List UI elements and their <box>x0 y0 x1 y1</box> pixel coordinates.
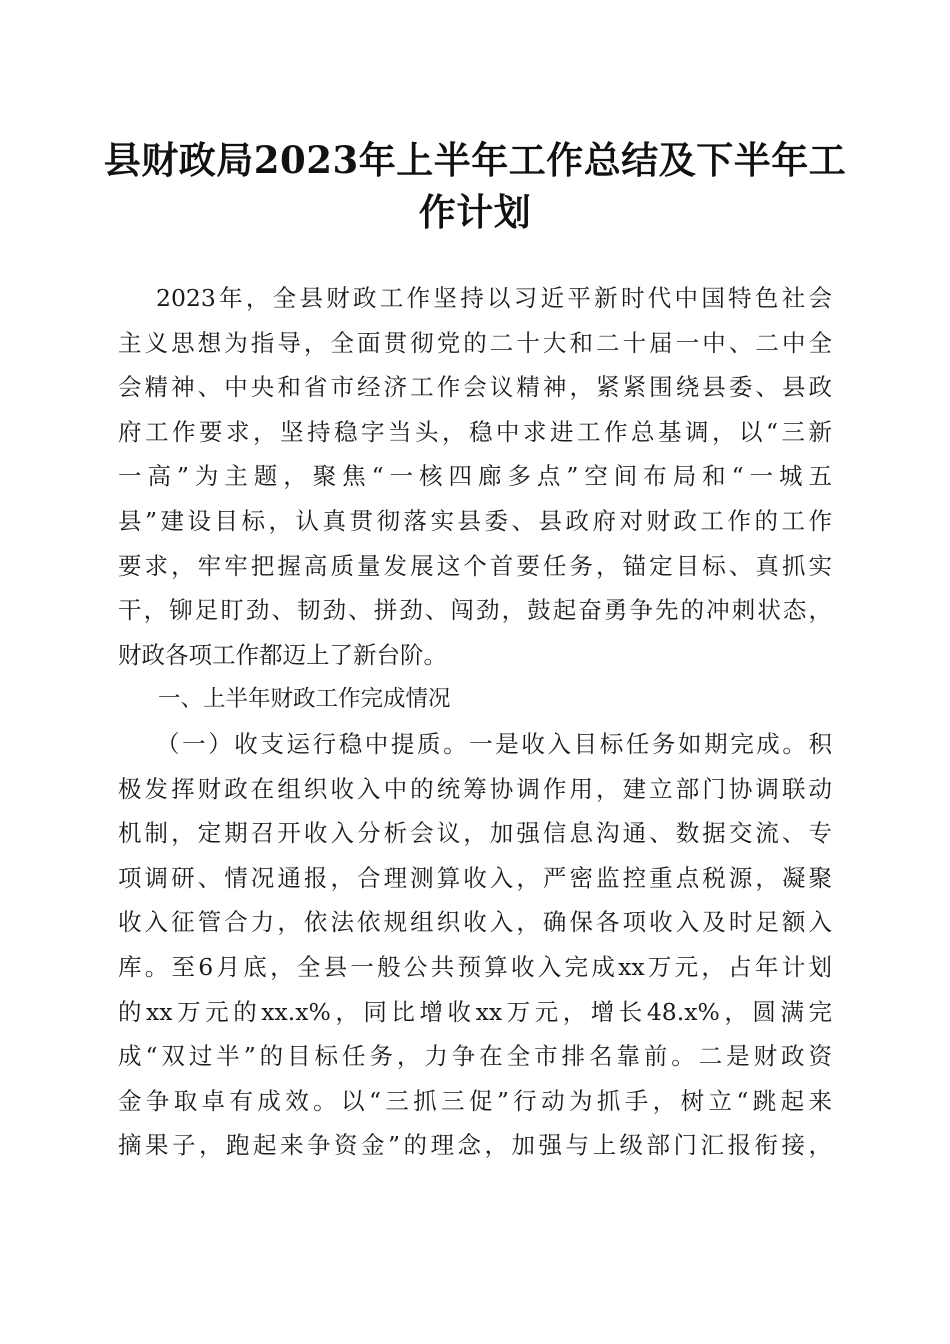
intro-line: 主义思想为指导，全面贯彻党的二十大和二十届一中、二中全 <box>118 328 832 357</box>
section-line: （一）收支运行稳中提质。一是收入目标任务如期完成。积 <box>156 729 832 758</box>
document-body <box>118 276 832 1168</box>
intro-line: 一高”为主题，聚焦“一核四廊多点”空间布局和“一城五 <box>118 462 832 491</box>
section-line: 项调研、情况通报，合理测算收入，严密监控重点税源，凝聚 <box>118 863 832 892</box>
section-line: 摘果子，跑起来争资金”的理念，加强与上级部门汇报衔接， <box>118 1131 832 1160</box>
section-line: 的xx万元的xx.x%，同比增收xx万元，增长48.x%，圆满完 <box>118 997 832 1026</box>
intro-line: 县”建设目标，认真贯彻落实县委、县政府对财政工作的工作 <box>118 506 832 535</box>
document-title <box>100 134 850 238</box>
intro-line: 要求，牢牢把握高质量发展这个首要任务，锚定目标、真抓实 <box>118 551 832 580</box>
intro-line: 2023年，全县财政工作坚持以习近平新时代中国特色社会 <box>156 284 832 312</box>
intro-line: 财政各项工作都迈上了新台阶。 <box>118 640 447 669</box>
intro-line: 会精神、中央和省市经济工作会议精神，紧紧围绕县委、县政 <box>118 373 832 402</box>
section-line: 极发挥财政在组织收入中的统筹协调作用，建立部门协调联动 <box>118 774 832 803</box>
section-line: 机制，定期召开收入分析会议，加强信息沟通、数据交流、专 <box>118 819 832 848</box>
section-heading: 一、上半年财政工作完成情况 <box>158 686 451 713</box>
intro-line: 干，铆足盯劲、韧劲、拼劲、闯劲，鼓起奋勇争先的冲刺状态， <box>118 596 832 625</box>
intro-line: 府工作要求，坚持稳字当头，稳中求进工作总基调，以“三新 <box>118 417 832 446</box>
section-line: 库。至6月底，全县一般公共预算收入完成xx万元，占年计划 <box>118 952 832 981</box>
title-line-2: 作计划 <box>418 190 532 234</box>
title-line-1: 县财政局2023年上半年工作总结及下半年工 <box>103 138 847 182</box>
section-line: 成“双过半”的目标任务，力争在全市排名靠前。二是财政资 <box>118 1042 832 1071</box>
section-line: 收入征管合力，依法依规组织收入，确保各项收入及时足额入 <box>118 908 832 937</box>
section-line: 金争取卓有成效。以“三抓三促”行动为抓手，树立“跳起来 <box>118 1086 832 1115</box>
